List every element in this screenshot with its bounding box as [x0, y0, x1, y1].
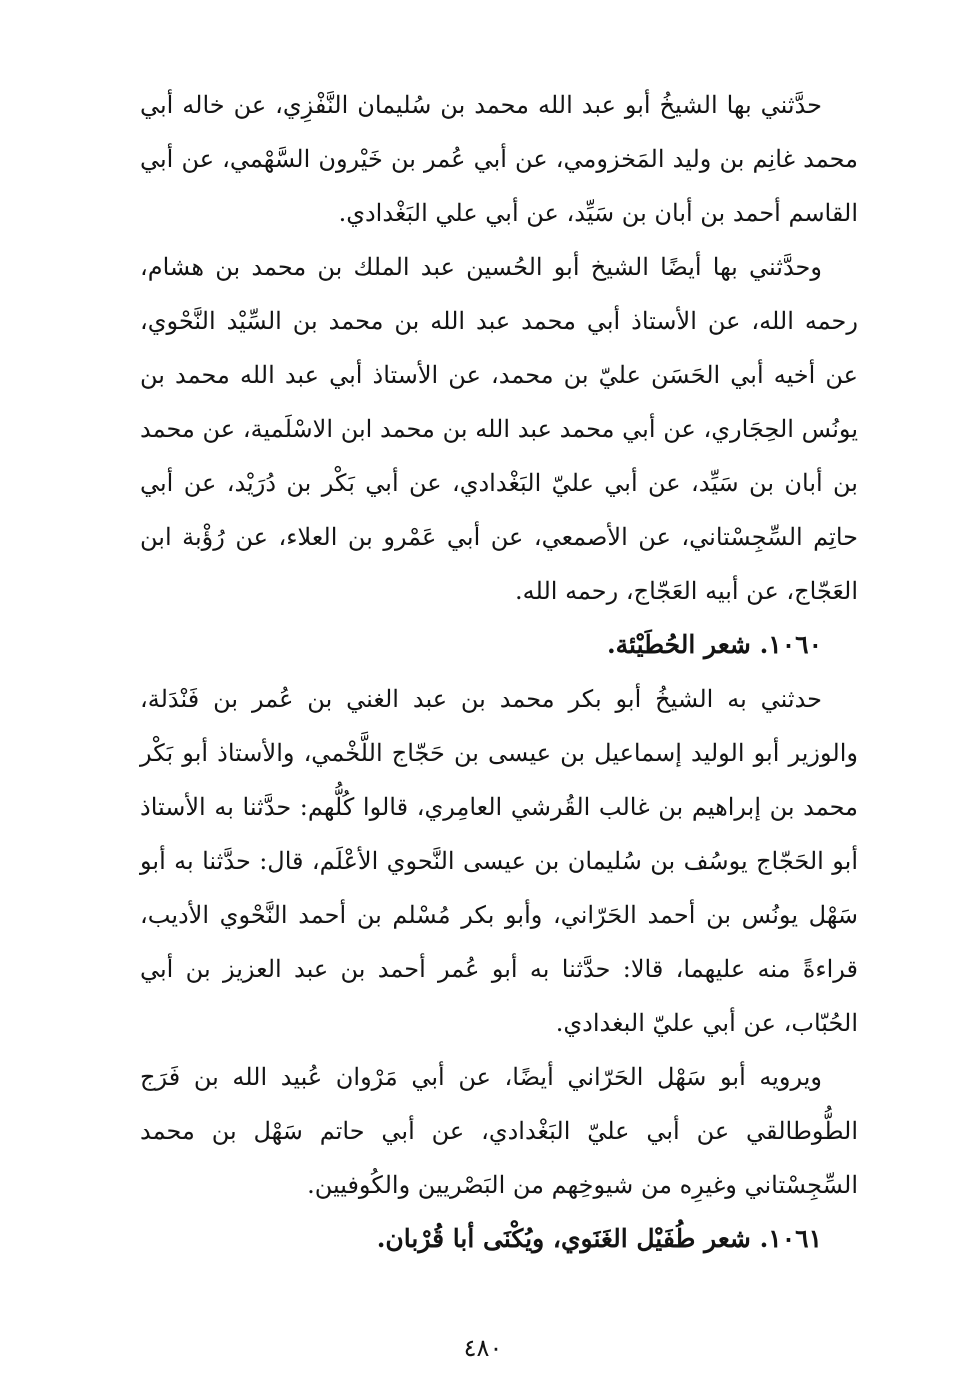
paragraph-chain-3: حدثني به الشيخُ أبو بكر محمد بن عبد الغني بن عُمر بن فَنْدَلة، والوزير أبو الوليد إسماعيل بن عيسى بن حَجّاج اللَّخْمي، والأستاذ أبو بَكْر محمد بن إبراهيم بن غالب القُرشي العامِري، قالوا كُلُّهم: حدَّثنا به الأستاذ أبو الحَجّاج يوسُف بن سُليمان بن عيسى النَّحوي الأعْلَم، قال: حدَّثنا به أبو سَهْل يونُس بن أحمد الحَرّاني، وأبو بكر مُسْلم بن أحمد النَّحْوي الأديب، قراءةً منه عليهما، قالا: حدَّثنا به أبو عُمر أحمد بن عبد العزيز بن أبي الحُبّاب، عن أبي عليّ البغدادي.: [140, 685, 859, 1037]
section-heading-1060: ١٠٦٠. شعر الحُطَيْئة.: [606, 630, 822, 659]
paragraph-chain-2: وحدَّثني بها أيضًا الشيخ أبو الحُسين عبد الملك بن محمد بن هشام، رحمه الله، عن الأستاذ أبي محمد عبد الله بن محمد بن السِّيْد النَّحْوي، عن أخيه أبي الحَسَن عليّ بن محمد، عن الأستاذ أبي عبد الله محمد بن يونُس الحِجَاري، عن أبي محمد عبد الله بن محمد ابن الاسْلَمية، عن محمد بن أبان بن سَيِّد، عن أبي عليّ البَغْدادي، عن أبي بَكْر بن دُرَيْد، عن أبي حاتِم السِّجِسْتاني، عن الأصمعي، عن أبي عَمْرو بن العلاء، عن رُؤْبة ابن العَجّاج، عن أبيه العَجّاج، رحمه الله.: [140, 253, 858, 605]
page-number: ٤٨٠: [463, 1334, 503, 1362]
page-body: [140, 78, 858, 1266]
paragraph-chain-1: حدَّثني بها الشيخُ أبو عبد الله محمد بن سُليمان النَّفْزِي، عن خاله أبي محمد غانِم بن وليد المَخزومي، عن أبي عُمر بن خَيْرون السَّهْمي، عن أبي القاسم أحمد بن أبان بن سَيِّد، عن أبي علي البَغْدادي.: [140, 91, 858, 227]
paragraph-chain-4: ويرويه أبو سَهْل الحَرّاني أيضًا، عن أبي مَرْوان عُبيد الله بن فَرَج الطُّوطالقي عن أبي عليّ البَغْدادي، عن أبي حاتم سَهْل بن محمد السِّجِسْتاني وغيرِه من شيوخِهم من البَصْريين والكُوفيين.: [140, 1063, 858, 1199]
section-heading-1061: ١٠٦١. شعر طُفَيْل الغَنَوي، ويُكْنَى أبا قُرْبان.: [376, 1224, 822, 1253]
